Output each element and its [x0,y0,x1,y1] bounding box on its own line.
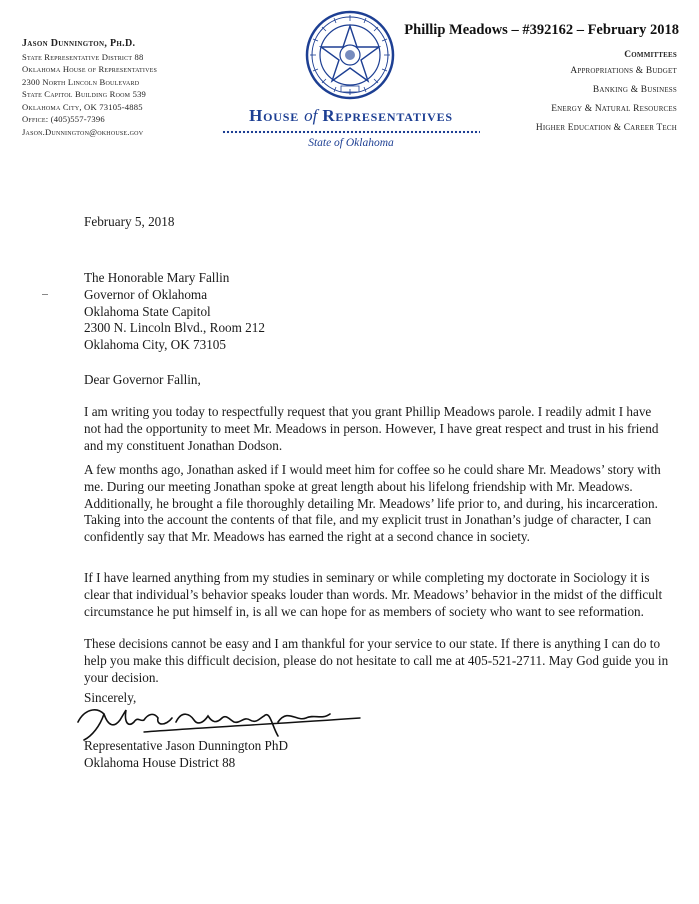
document-reference: Phillip Meadows – #392162 – February 2018 [404,22,679,38]
representatives-word: Representatives [322,106,453,125]
signature-block [84,738,669,772]
recipient-line: Oklahoma State Capitol [84,303,211,319]
sender-line: State Representative District 88 [22,51,144,62]
sender-line: Office: (405)557-7396 [22,114,105,124]
of-word: of [304,106,318,125]
sender-line: 2300 North Lincoln Boulevard [22,76,140,87]
house-word: House [249,106,299,125]
committees-heading: Committees [624,50,677,60]
house-title [222,106,480,126]
body-paragraph: A few months ago, Jonathan asked if I would meet him for coffee so he could share Mr. Meadows’ story with me. During our meeting Jonathan spoke at great length about his lifelong friendship with Mr. Meadows. Additionally, he brought a file thoroughly detailing Mr. Meadows’ life prior to, and during, his incarceration. Taking into the account the contents of that file, and my explicit trust in Jonathan’s judge of character, I can confidently say that Mr. Meadows has earned the right at a second chance in society. [84,462,661,545]
body-paragraph: I am writing you today to respectfully request that you grant Phillip Meadows parole. I readily admit I have not had the opportunity to meet Mr. Meadows in person. However, I have great respect and trust in his friend and my constituent Jonathan Dodson. [84,404,659,453]
sender-name: Jason Dunnington, Ph.D. [22,38,136,49]
sender-line: Oklahoma City, OK 73105-4885 [22,101,143,112]
committee-item: Banking & Business [592,85,677,95]
body-paragraph: If I have learned anything from my studies in seminary or while completing my doctorate in Sociology it is clear that individual’s behavior speaks louder than words. Mr. Meadows’ behavior in the midst of the difficult circumstance he put himself in, is all we can hope for as members of society who want to see reformation. [84,570,663,619]
recipient-line: The Honorable Mary Fallin [84,270,230,285]
committee-item: Energy & Natural Resources [551,104,677,114]
closing: Sincerely, [84,690,137,705]
letter-date: February 5, 2018 [84,214,175,229]
state-seal-icon [305,10,395,100]
signer-title: Representative Jason Dunnington PhD [84,738,289,753]
body-paragraph: These decisions cannot be easy and I am thankful for your service to our state. If there is anything I can do to help you make this difficult decision, please do not hesitate to call me at 405-521-2711. May God guide you in your decision. [84,636,669,685]
dotted-divider [222,128,480,136]
state-name: State of Oklahoma [308,137,394,149]
committee-item: Higher Education & Career Tech [535,123,677,133]
recipient-line: 2300 N. Lincoln Blvd., Room 212 [84,320,265,336]
letterhead-title [222,106,480,149]
committees-list [536,50,677,142]
recipient-line: Oklahoma City, OK 73105 [84,337,226,353]
signer-district: Oklahoma House District 88 [84,754,236,770]
handwritten-signature [74,692,364,744]
committee-item: Appropriations & Budget [570,66,677,76]
recipient-address [84,270,669,354]
recipient-line: Governor of Oklahoma [84,286,208,302]
scan-mark [42,294,48,295]
salutation: Dear Governor Fallin, [84,372,201,387]
sender-line: State Capitol Building Room 539 [22,89,147,99]
sender-block [22,38,157,138]
sender-line: Oklahoma House of Representatives [22,64,158,74]
sender-email: Jason.Dunnington@okhouse.gov [22,126,144,137]
